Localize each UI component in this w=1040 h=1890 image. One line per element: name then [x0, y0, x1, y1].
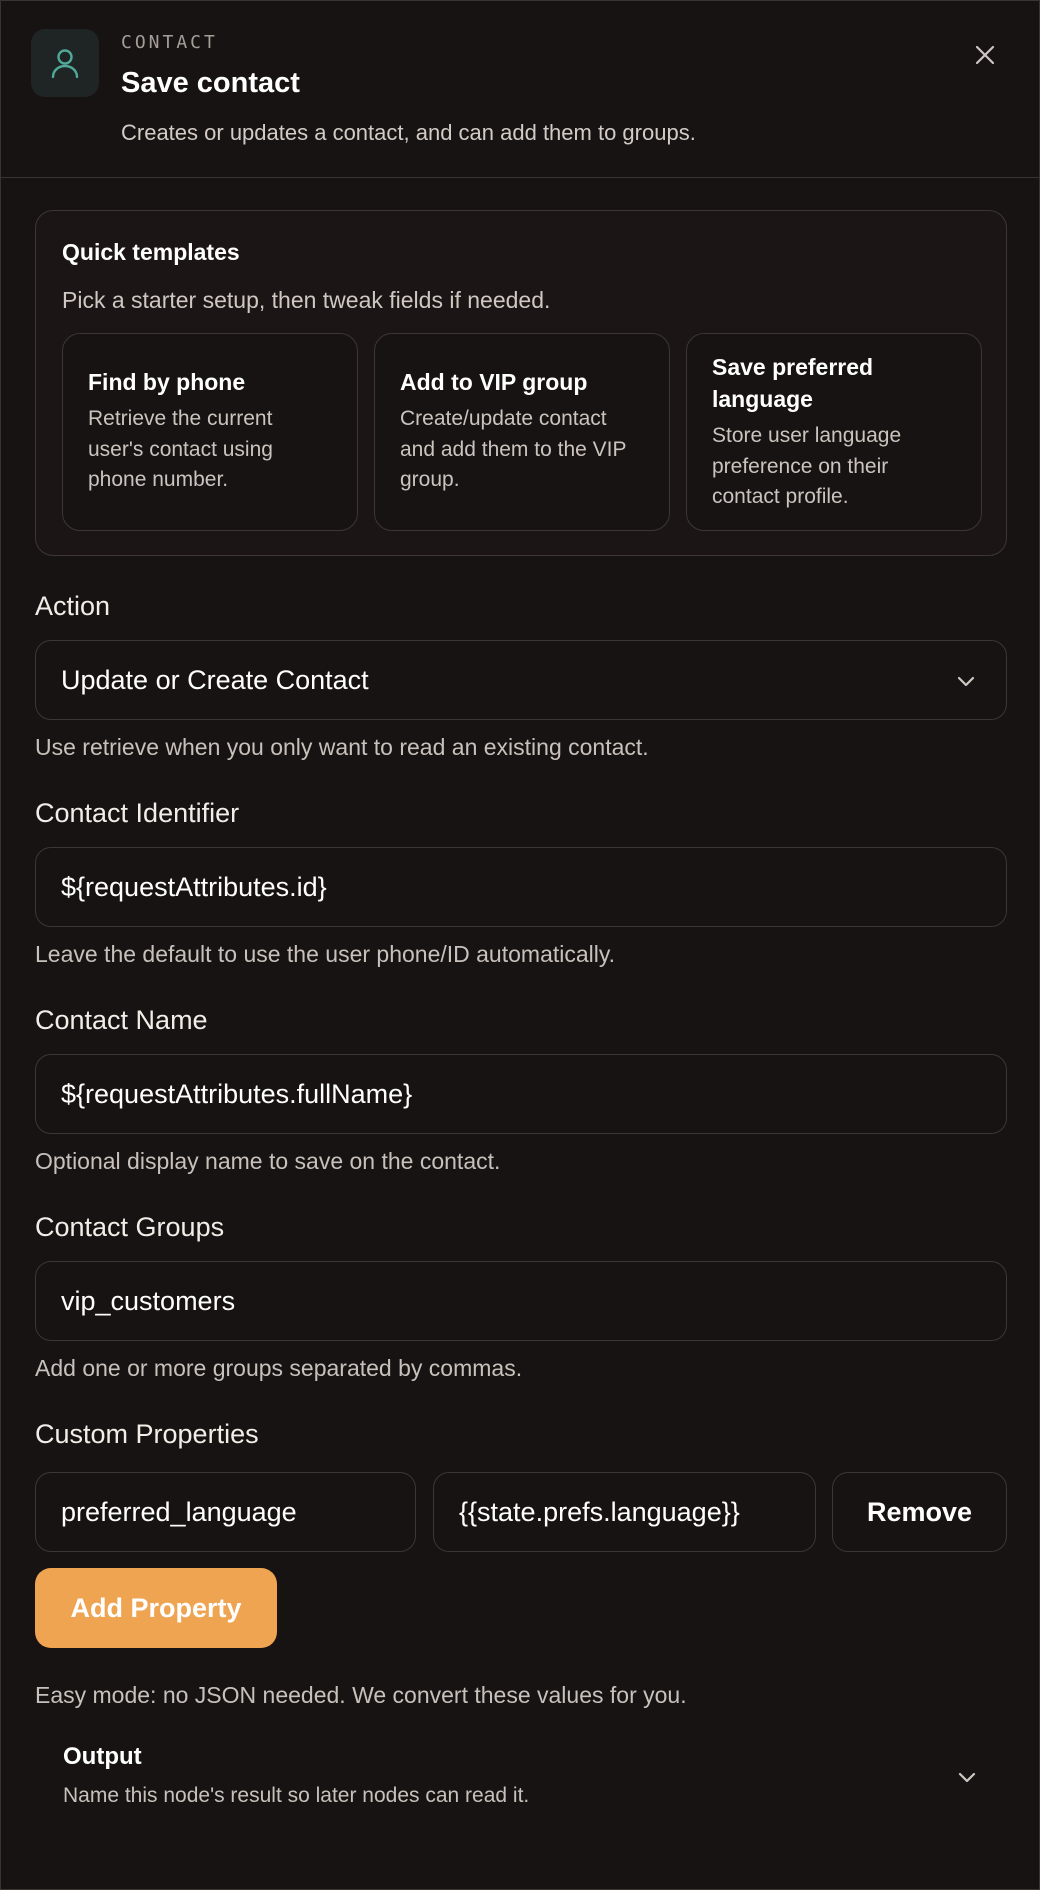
page-title: Save contact [121, 67, 300, 99]
template-card-find-by-phone[interactable] [62, 333, 358, 531]
template-card-title: Add to VIP group [400, 369, 588, 395]
quick-templates-title: Quick templates [62, 239, 240, 265]
action-hint: Use retrieve when you only want to read an existing contact. [35, 734, 649, 760]
action-select[interactable] [35, 640, 1007, 720]
action-select-value: Update or Create Contact [61, 664, 369, 695]
custom-properties-hint: Easy mode: no JSON needed. We convert these values for you. [35, 1682, 687, 1708]
contact-identifier-field[interactable] [35, 847, 1007, 927]
property-key-input[interactable] [61, 1497, 415, 1528]
contact-name-label: Contact Name [35, 1005, 208, 1035]
output-description: Name this node's result so later nodes can read it. [63, 1784, 530, 1807]
contact-identifier-hint: Leave the default to use the user phone/ID automatically. [35, 941, 616, 967]
contact-groups-input[interactable] [61, 1286, 1006, 1317]
output-section-toggle[interactable] [35, 1721, 1007, 1831]
property-value-input[interactable] [459, 1497, 815, 1528]
quick-templates-description: Pick a starter setup, then tweak fields if needed. [62, 287, 551, 313]
template-card-description: Store user language preference on their contact profile. [712, 424, 902, 508]
add-property-button[interactable]: Add Property [35, 1568, 277, 1648]
contact-name-input[interactable] [61, 1079, 1006, 1110]
template-card-description: Create/update contact and add them to the VIP group. [400, 407, 627, 491]
contact-identifier-input[interactable] [61, 872, 1006, 903]
user-icon [31, 29, 99, 97]
close-button[interactable] [969, 39, 1001, 71]
chevron-down-icon [954, 669, 978, 693]
contact-groups-label: Contact Groups [35, 1212, 225, 1242]
template-card-add-to-vip-group[interactable] [374, 333, 670, 531]
contact-groups-field[interactable] [35, 1261, 1007, 1341]
property-key-field[interactable] [35, 1472, 416, 1552]
template-card-title: Find by phone [88, 369, 246, 395]
page-subtitle: Creates or updates a contact, and can add them to groups. [121, 120, 696, 145]
property-value-field[interactable] [433, 1472, 816, 1552]
contact-name-field[interactable] [35, 1054, 1007, 1134]
remove-property-button[interactable]: Remove [832, 1472, 1007, 1552]
header-eyebrow: CONTACT [121, 32, 218, 53]
output-title: Output [63, 1743, 142, 1770]
contact-name-hint: Optional display name to save on the contact. [35, 1148, 501, 1174]
chevron-down-icon [955, 1765, 979, 1789]
custom-properties-label: Custom Properties [35, 1419, 259, 1449]
contact-groups-hint: Add one or more groups separated by commas. [35, 1355, 523, 1381]
quick-templates-section [35, 210, 1007, 556]
template-card-save-preferred-language[interactable] [686, 333, 982, 531]
template-card-description: Retrieve the current user's contact using phone number. [88, 407, 273, 491]
contact-identifier-label: Contact Identifier [35, 798, 240, 828]
action-label: Action [35, 591, 111, 621]
panel-header [1, 1, 1039, 178]
template-card-title: Save preferred language [712, 354, 874, 412]
close-icon [974, 44, 996, 66]
